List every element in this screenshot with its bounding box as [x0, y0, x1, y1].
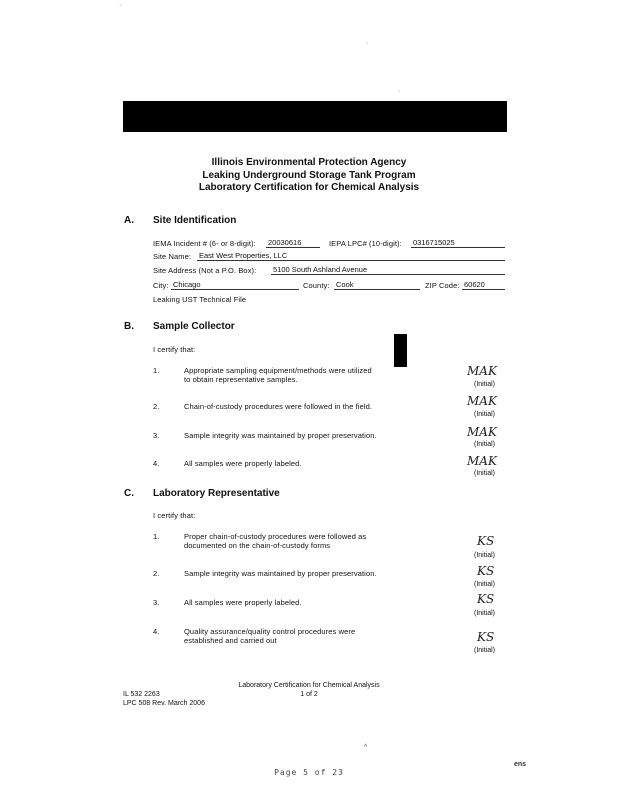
- iepa-label: IEPA LPC# (10-digit):: [329, 239, 402, 248]
- c-item-3-number: 3.: [153, 598, 160, 607]
- b-item-1-number: 1.: [153, 366, 160, 375]
- b-item-4-initials: MAK: [467, 454, 497, 468]
- b-item-3-number: 3.: [153, 431, 160, 440]
- c-item-1-text: Proper chain-of-custody procedures were followed as: [184, 532, 367, 541]
- b-item-1-text: Appropriate sampling equipment/methods were utilized: [184, 366, 372, 375]
- corner-mark: ens: [514, 761, 527, 768]
- iema-field[interactable]: 20030616: [266, 238, 320, 248]
- c-item-2-number: 2.: [153, 569, 160, 578]
- c-item-4-text-cont: established and carried out: [184, 636, 277, 645]
- b-item-2-number: 2.: [153, 402, 160, 411]
- section-c-letter: C.: [124, 488, 134, 499]
- c-item-1-initial-label: (Initial): [474, 552, 496, 559]
- c-item-1-initials: KS: [477, 534, 495, 548]
- county-label: County:: [303, 281, 330, 290]
- site-name-field[interactable]: East West Properties, LLC: [197, 251, 505, 261]
- section-a-letter: A.: [124, 215, 134, 226]
- site-address-field[interactable]: 5100 South Ashland Avenue: [271, 265, 505, 275]
- c-item-2-initial-label: (Initial): [474, 581, 496, 588]
- b-item-3-text: Sample integrity was maintained by proper preservation.: [184, 431, 377, 440]
- b-item-2-text: Chain-of-custody procedures were followed in the field.: [184, 402, 373, 411]
- county-field[interactable]: Cook: [334, 280, 420, 290]
- c-item-3-initial-label: (Initial): [474, 610, 496, 617]
- zip-field[interactable]: 60620: [462, 280, 505, 290]
- c-item-2-text: Sample integrity was maintained by proper preservation.: [184, 569, 377, 578]
- header-black-bar: [123, 101, 507, 132]
- iepa-field[interactable]: 0316715025: [411, 238, 505, 248]
- scan-speck: ·: [366, 40, 369, 47]
- b-item-1-initials: MAK: [467, 364, 497, 378]
- footer-form-id: IL 532 2263: [123, 691, 160, 698]
- c-item-4-initials: KS: [477, 630, 495, 644]
- b-item-4-number: 4.: [153, 459, 160, 468]
- c-item-1-number: 1.: [153, 532, 160, 541]
- c-item-3-initials: KS: [477, 592, 495, 606]
- section-c-title: Laboratory Representative: [153, 488, 280, 499]
- b-item-3-initial-label: (Initial): [474, 441, 496, 448]
- iema-label: IEMA Incident # (6- or 8-digit):: [153, 239, 256, 248]
- b-item-1-text-cont: to obtain representative samples.: [184, 375, 298, 384]
- c-item-3-text: All samples were properly labeled.: [184, 598, 302, 607]
- b-item-4-initial-label: (Initial): [474, 470, 496, 477]
- footer-title: Laboratory Certification for Chemical Analysis: [238, 682, 380, 689]
- c-item-4-initial-label: (Initial): [474, 647, 496, 654]
- b-item-1-initial-label: (Initial): [474, 381, 496, 388]
- scan-speck: ^: [364, 744, 368, 751]
- b-item-2-initials: MAK: [467, 394, 497, 408]
- city-field[interactable]: Chicago: [171, 280, 299, 290]
- section-b-letter: B.: [124, 321, 134, 332]
- section-b-title: Sample Collector: [153, 321, 235, 332]
- section-b-certify: I certify that:: [153, 345, 196, 354]
- page-number: Page 5 of 23: [274, 768, 344, 777]
- c-item-4-text: Quality assurance/quality control procedures were: [184, 627, 356, 636]
- b-item-4-text: All samples were properly labeled.: [184, 459, 302, 468]
- section-a-title: Site Identification: [153, 215, 237, 226]
- city-label: City:: [153, 281, 169, 290]
- site-name-label: Site Name:: [153, 252, 192, 261]
- agency-title: Illinois Environmental Protection Agency: [211, 157, 407, 168]
- form-title: Laboratory Certification for Chemical Analysis: [198, 182, 420, 193]
- c-item-1-text-cont: documented on the chain-of-custody forms: [184, 541, 331, 550]
- c-item-4-number: 4.: [153, 627, 160, 636]
- redaction-block: [394, 334, 407, 367]
- footer-page-of: 1 of 2: [300, 691, 318, 698]
- section-c-certify: I certify that:: [153, 511, 196, 520]
- program-title: Leaking Underground Storage Tank Program: [202, 170, 416, 181]
- scan-speck: ·: [119, 2, 122, 9]
- b-item-2-initial-label: (Initial): [474, 411, 496, 418]
- footer-revision: LPC 508 Rev. March 2006: [123, 700, 205, 707]
- zip-label: ZIP Code:: [425, 281, 460, 290]
- technical-file-label: Leaking UST Technical File: [153, 295, 247, 304]
- scan-speck: ·: [398, 88, 401, 95]
- site-address-label: Site Address (Not a P.O. Box):: [153, 266, 257, 275]
- c-item-2-initials: KS: [477, 564, 495, 578]
- b-item-3-initials: MAK: [467, 425, 497, 439]
